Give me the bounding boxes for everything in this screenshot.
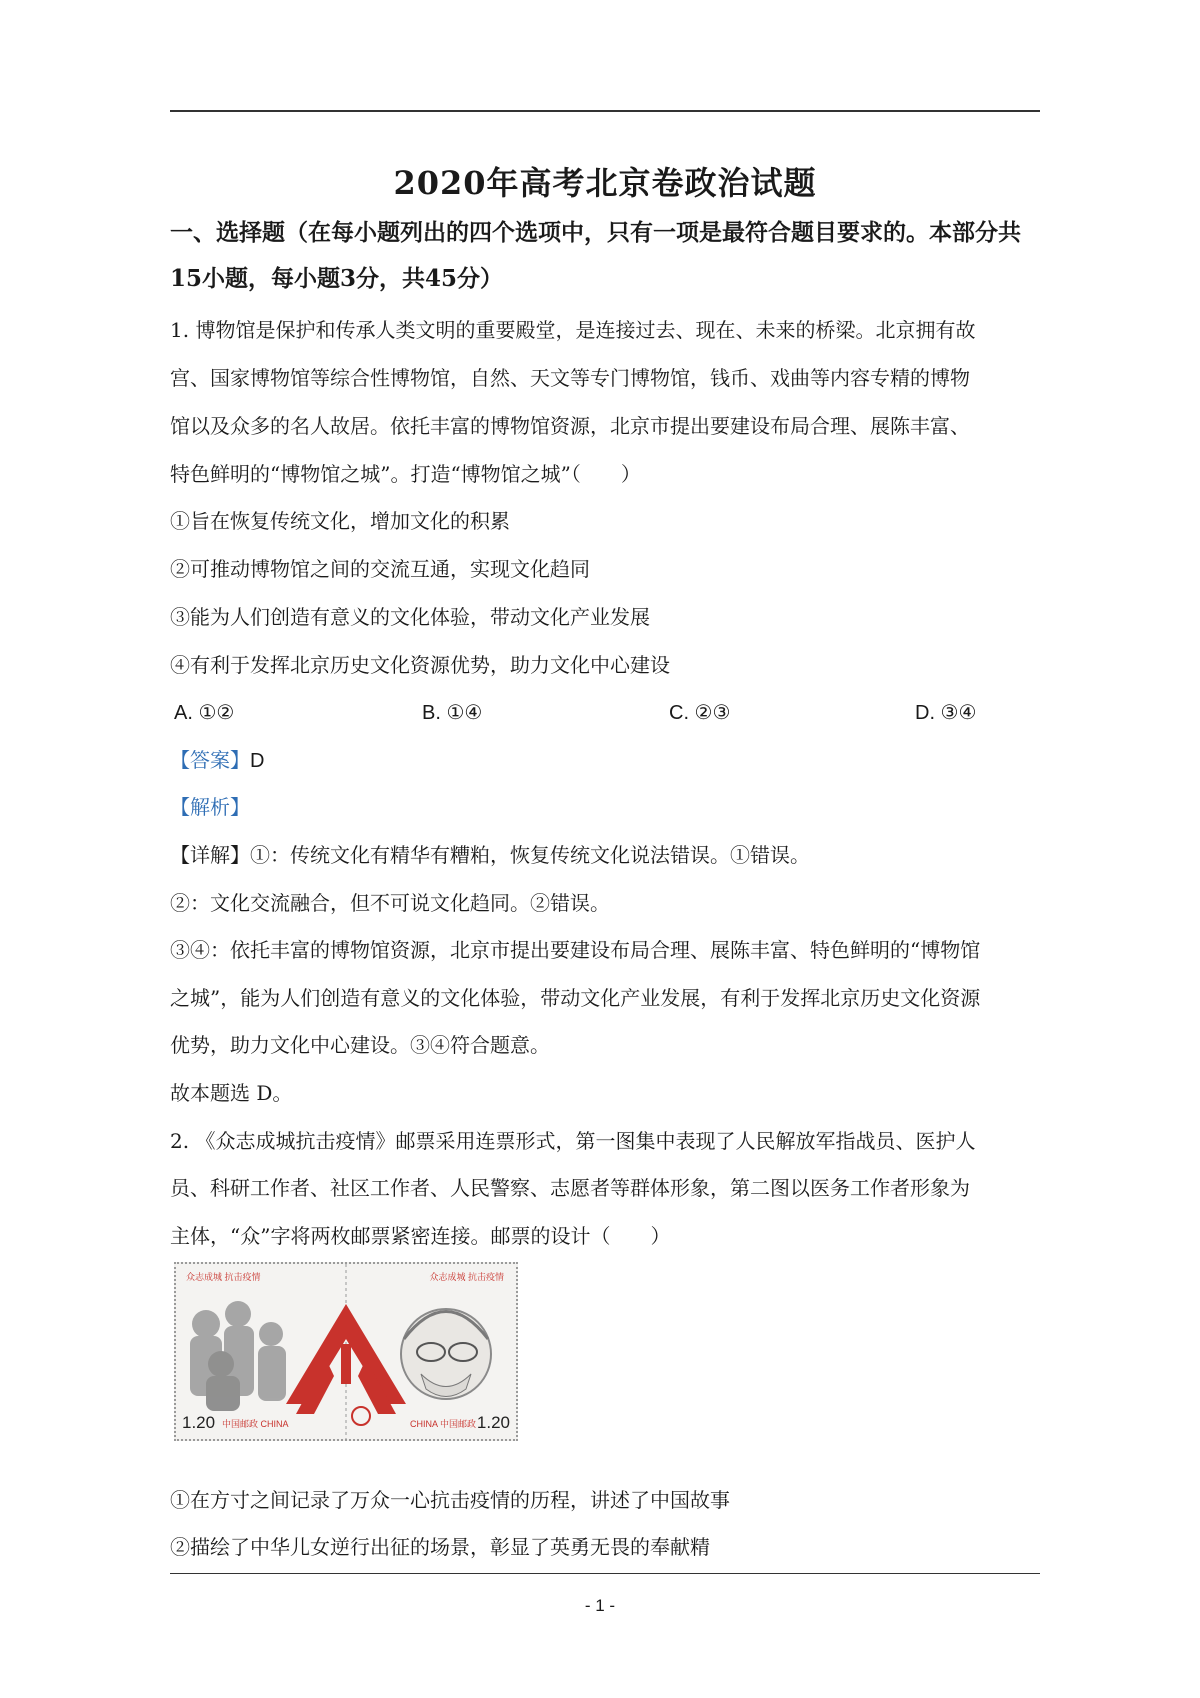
q1-detail-line-5: 优势，助力文化中心建设。③④符合题意。 xyxy=(170,1033,550,1057)
answer-label: 【答案】 xyxy=(170,748,250,772)
stamp-right-caption: 众志成城 抗击疫情 xyxy=(429,1272,504,1282)
q1-option-a: A. ①② xyxy=(174,702,235,724)
stamp-right-value: 1.20 xyxy=(476,1413,510,1432)
q1-line-4: 特色鲜明的“博物馆之城”。打造“博物馆之城”（ ） xyxy=(170,462,641,486)
q1-item-4: ④有利于发挥北京历史文化资源优势，助力文化中心建设 xyxy=(170,653,670,677)
q2-item-2: ②描绘了中华儿女逆行出征的场景，彰显了英勇无畏的奉献精 xyxy=(170,1535,710,1559)
q1-answer-row xyxy=(170,745,1050,776)
q1-item-1: ①旨在恢复传统文化，增加文化的积累 xyxy=(170,509,510,533)
q1-detail-row xyxy=(170,840,1050,870)
q1-detail-line-3: ③④：依托丰富的博物馆资源，北京市提出要建设布局合理、展陈丰富、特色鲜明的“博物馆 xyxy=(170,938,981,962)
answer-value: D xyxy=(250,750,265,772)
q1-detail-line-2: ②：文化交流融合，但不可说文化趋同。②错误。 xyxy=(170,891,610,915)
q1-line-2: 宫、国家博物馆等综合性博物馆，自然、天文等专门博物馆，钱币、戏曲等内容专精的博物 xyxy=(170,366,970,390)
stamp-left-caption: 众志成城 抗击疫情 xyxy=(186,1272,261,1282)
q2-line-3: 主体，“众”字将两枚邮票紧密连接。邮票的设计（ ） xyxy=(170,1224,671,1248)
stamp-left-value: 1.20 xyxy=(182,1413,216,1432)
detail-first-text: ①：传统文化有精华有糟粕，恢复传统文化说法错误。①错误。 xyxy=(250,843,810,867)
stamp-left-country: 中国邮政 CHINA xyxy=(222,1419,289,1429)
q1-item-3: ③能为人们创造有意义的文化体验，带动文化产业发展 xyxy=(170,605,650,629)
q1-item-2: ②可推动博物馆之间的交流互通，实现文化趋同 xyxy=(170,557,590,581)
q1-detail-line-4: 之城”，能为人们创造有意义的文化体验，带动文化产业发展，有利于发挥北京历史文化资源 xyxy=(170,986,981,1010)
q1-line-1: 1. 博物馆是保护和传承人类文明的重要殿堂，是连接过去、现在、未来的桥梁。北京拥有故 xyxy=(170,318,976,342)
q1-analysis-label xyxy=(170,792,1050,822)
stamp-illustration xyxy=(176,1264,516,1439)
q2-line-1: 2. 《众志成城抗击疫情》邮票采用连票形式，第一图集中表现了人民解放军指战员、医护人 xyxy=(170,1129,976,1153)
page-number: - 1 - xyxy=(584,1596,616,1615)
stamp-right-country: CHINA 中国邮政 xyxy=(409,1419,476,1429)
header-rule xyxy=(170,110,1040,112)
page-title: 2020年高考北京卷政治试题 xyxy=(393,164,817,202)
q1-conclusion: 故本题选 D。 xyxy=(170,1081,293,1105)
footer-rule xyxy=(170,1573,1040,1574)
q1-line-3: 馆以及众多的名人故居。依托丰富的博物馆资源，北京市提出要建设布局合理、展陈丰富、 xyxy=(170,414,970,438)
analysis-label: 【解析】 xyxy=(170,795,250,819)
q1-option-b: B. ①④ xyxy=(422,702,483,724)
detail-label: 【详解】 xyxy=(170,843,250,867)
section-heading: 一、选择题（在每小题列出的四个选项中，只有一项是最符合题目要求的。本部分共15小题，每小题3分，共45分） xyxy=(170,219,1021,292)
q2-item-1: ①在方寸之间记录了万众一心抗击疫情的历程，讲述了中国故事 xyxy=(170,1488,730,1512)
q2-line-2: 员、科研工作者、社区工作者、人民警察、志愿者等群体形象，第二图以医务工作者形象为 xyxy=(170,1176,970,1200)
q1-option-c: C. ②③ xyxy=(669,702,731,724)
q1-option-d: D. ③④ xyxy=(915,702,977,724)
stamp-image xyxy=(174,1262,518,1441)
